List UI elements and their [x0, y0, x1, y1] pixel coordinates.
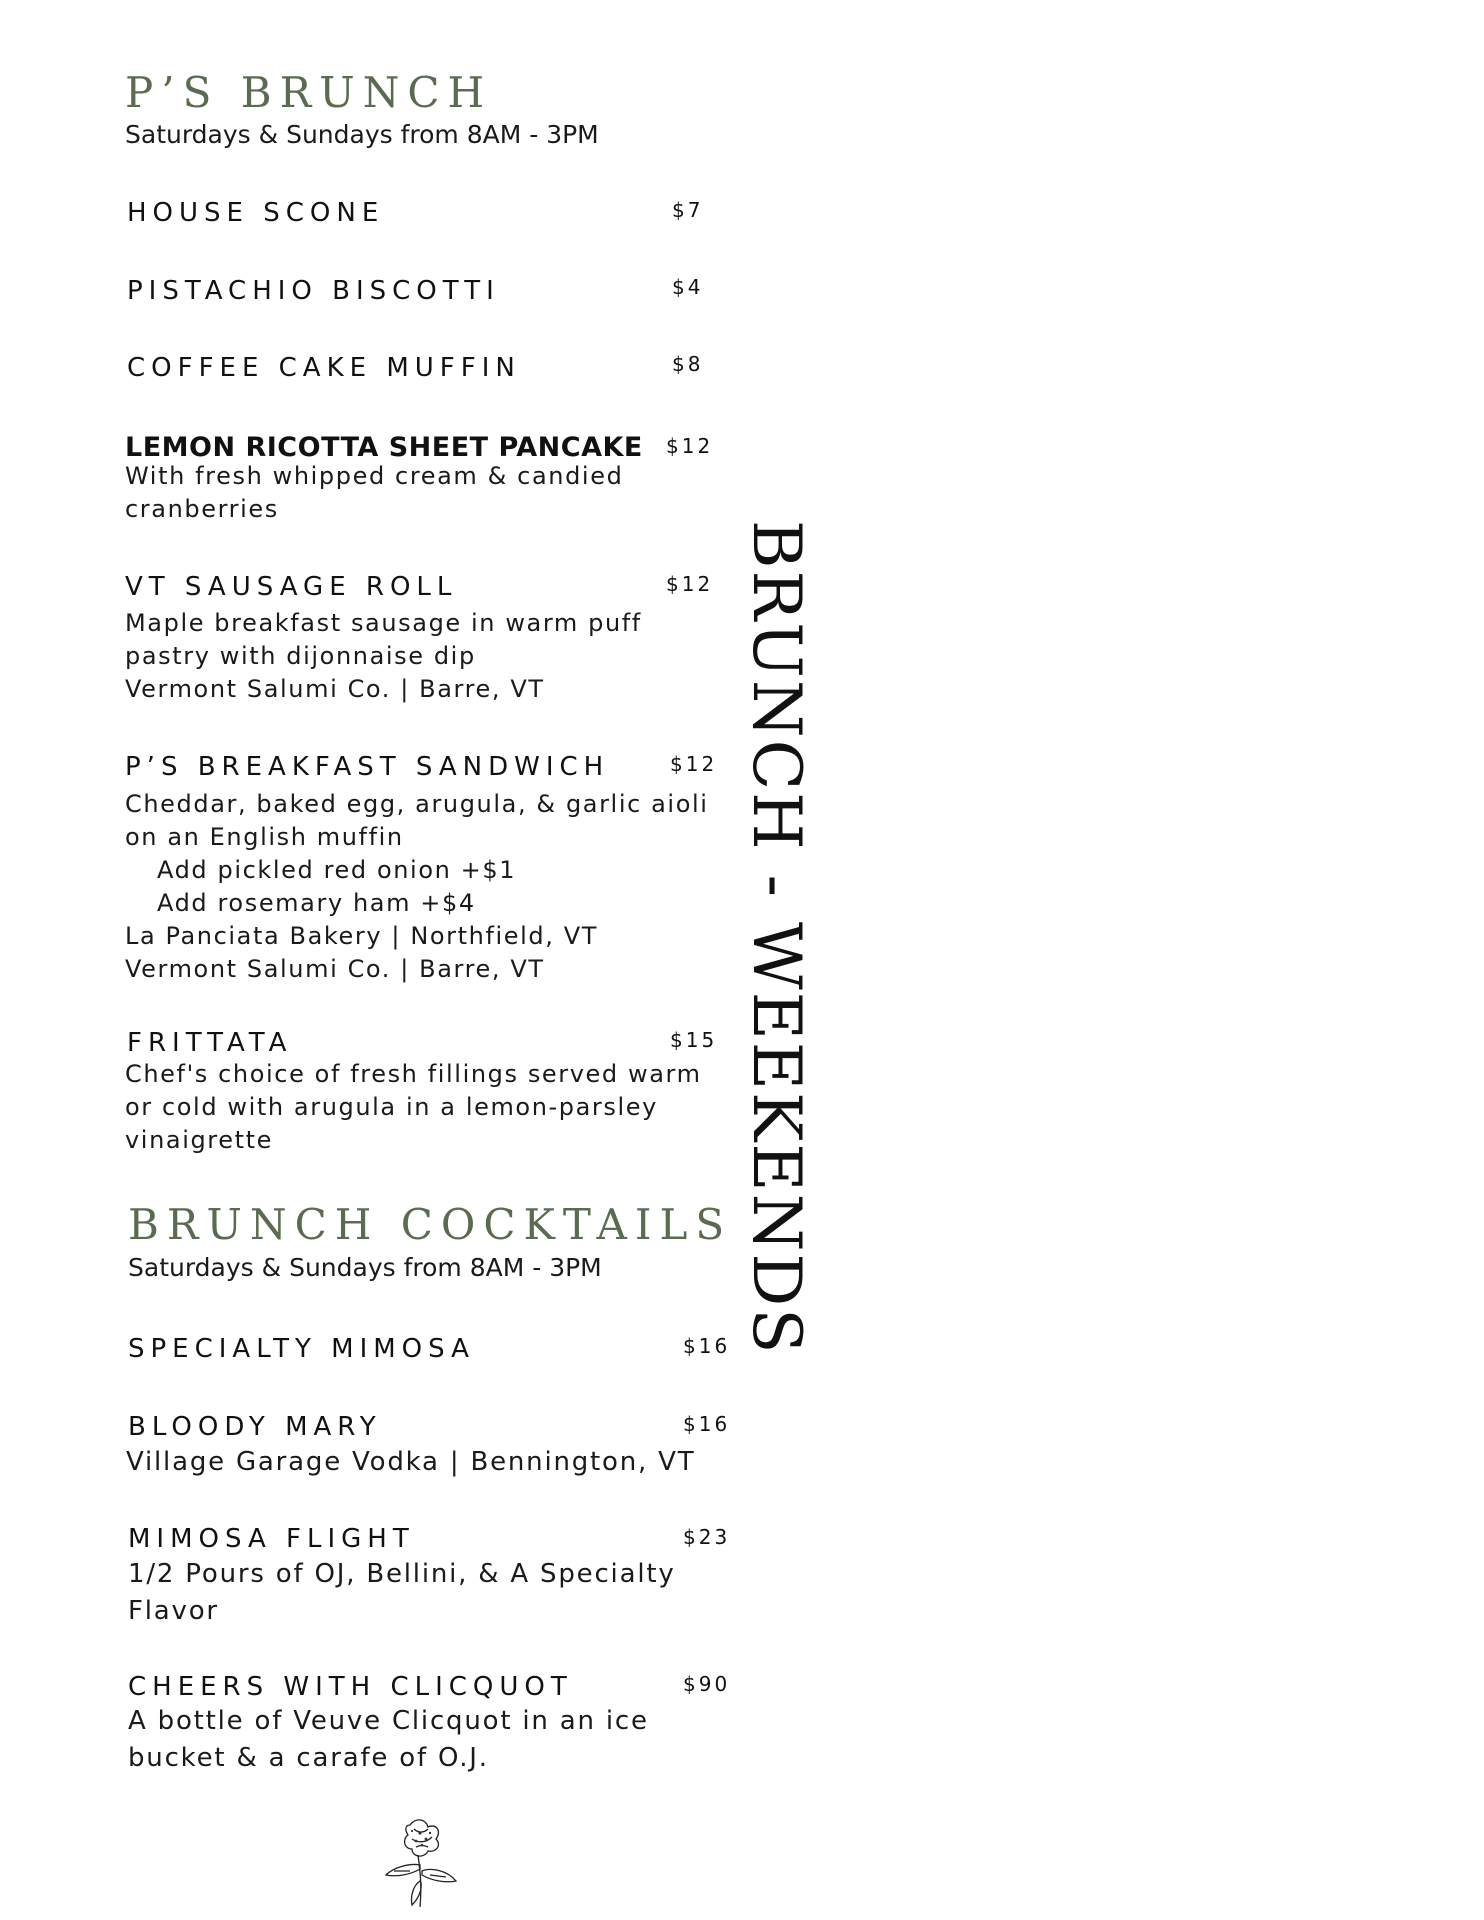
menu-item-name: CHEERS WITH CLICQUOT [128, 1672, 573, 1702]
menu-item-price: $12 [666, 434, 714, 458]
menu-item-name: P’S BREAKFAST SANDWICH [125, 752, 610, 782]
menu-item-name: PISTACHIO BISCOTTI [127, 276, 500, 306]
menu-item-price: $8 [672, 352, 704, 376]
menu-item-description: With fresh whipped cream & candied cranberries [125, 462, 624, 523]
menu-item-name: FRITTATA [127, 1028, 293, 1058]
cocktails-hours: Saturdays & Sundays from 8AM - 3PM [128, 1253, 602, 1282]
menu-item-description: Chef's choice of fresh fillings served warm or cold with arugula in a lemon-parsley vinaigrette [125, 1060, 702, 1154]
menu-item-description: A bottle of Veuve Clicquot in an ice bucket & a carafe of O.J. [128, 1706, 649, 1773]
menu-item-price: $15 [670, 1028, 718, 1052]
menu-item-name: VT SAUSAGE ROLL [125, 572, 458, 602]
menu-item-name: LEMON RICOTTA SHEET PANCAKE [125, 432, 643, 463]
cocktails-title: BRUNCH COCKTAILS [128, 1200, 733, 1249]
menu-item-description: Cheddar, baked egg, arugula, & garlic aioli on an English muffin Add pickled red onion +$1 Add rosemary ham +$4 La Panciata Bakery | Northfield, VT Vermont Salumi Co. | Barre, VT [125, 790, 709, 983]
menu-item-price: $90 [683, 1672, 731, 1696]
menu-item-price: $12 [670, 752, 718, 776]
menu-item-name: MIMOSA FLIGHT [128, 1524, 415, 1554]
menu-item-description: Maple breakfast sausage in warm puff pastry with dijonnaise dip Vermont Salumi Co. | Barre, VT [125, 609, 642, 703]
brunch-hours: Saturdays & Sundays from 8AM - 3PM [125, 120, 599, 149]
flower-sketch-icon [380, 1815, 465, 1910]
menu-item-price: $23 [683, 1525, 731, 1549]
menu-item-price: $4 [672, 275, 704, 299]
menu-item-price: $16 [683, 1334, 731, 1358]
menu-item-price: $12 [666, 572, 714, 596]
menu-item-price: $16 [683, 1412, 731, 1436]
menu-item-description: Village Garage Vodka | Bennington, VT [126, 1447, 696, 1477]
menu-item-name: BLOODY MARY [128, 1412, 382, 1442]
menu-item-name: SPECIALTY MIMOSA [128, 1334, 475, 1364]
brunch-title: P’S BRUNCH [125, 68, 493, 117]
side-title-vertical: BRUNCH - WEEKENDS [738, 520, 815, 1356]
menu-item-price: $7 [672, 198, 704, 222]
menu-item-name: COFFEE CAKE MUFFIN [127, 353, 521, 383]
menu-item-description: 1/2 Pours of OJ, Bellini, & A Specialty Flavor [128, 1559, 676, 1626]
menu-item-name: HOUSE SCONE [127, 198, 385, 228]
